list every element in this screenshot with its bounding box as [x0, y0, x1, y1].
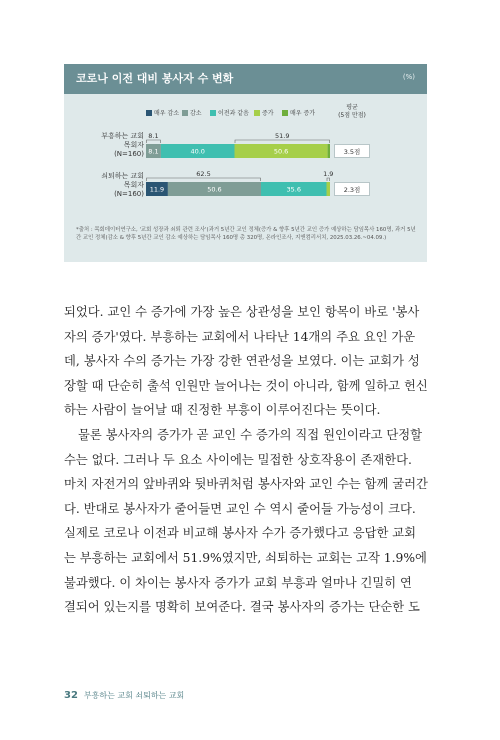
increase-total-label: 51.9 [275, 132, 290, 140]
row-label-line: 목회자 [123, 141, 144, 149]
bar-value-label: 50.6 [207, 185, 222, 194]
chart-unit: (%) [402, 73, 415, 81]
body-line: 데, 봉사자 수의 증가는 가장 강한 연관성을 보였다. 이는 교회가 성 [64, 354, 420, 369]
body-line: 물론 봉사자의 증가가 곧 교인 수 증가의 직접 원인이라고 단정할 [78, 427, 423, 442]
legend-label: 이전과 같음 [218, 110, 249, 117]
body-line: 마치 자전거의 앞바퀴와 뒷바퀴처럼 봉사자와 교인 수는 함께 굴러간 [64, 477, 428, 492]
body-line: 결되어 있는지를 명확히 보여준다. 결국 봉사자의 증가는 단순한 도 [64, 600, 420, 615]
legend-label: 매우 증가 [290, 110, 316, 117]
bar-segment [327, 182, 330, 196]
legend-label: 매우 감소 [154, 110, 180, 117]
chart-figure [64, 64, 427, 262]
body-line: 다. 반대로 봉사자가 줄어들면 교인 수 역시 줄어들 가능성이 크다. [64, 501, 416, 516]
bar-segment [328, 144, 330, 158]
bar-value-label: 35.6 [286, 185, 301, 194]
average-header: 평균 (5점 만점) [338, 104, 366, 119]
bar-value-label: 50.6 [273, 147, 289, 156]
decrease-bracket [147, 178, 261, 181]
body-text [64, 302, 432, 622]
body-line: 실제로 코로나 이전과 비교해 봉사자 수가 증가했다고 응답한 교회 [64, 526, 416, 541]
chart-source-note: *출처 : 목회데이터연구소, '교회 성장과 쇠퇴 관련 조사'(과거 5년간 교인 정체(증가 & 향후 5년간 교인 증가 예상하는 담임목사 160명, 과거 5년간 교인 정체(감소 & 향후 5년간 교인 감소 예상하는 담임목사 160명 총 320명, 온라인조사, 지앤컴리서치, 2025.03.26.~04.09.) [76, 227, 416, 241]
row-label-line: 목회자 [123, 181, 144, 189]
legend-label: 증가 [262, 110, 274, 117]
body-line: 는 부흥하는 교회에서 51.9%였지만, 쇠퇴하는 교회는 고작 1.9%에 [64, 550, 427, 565]
decrease-total-label: 8.1 [148, 132, 159, 140]
average-value-growing: 3.5점 [334, 144, 370, 158]
legend-label: 감소 [190, 110, 202, 117]
row-label-line: 쇠퇴하는 교회 [101, 172, 144, 180]
increase-bracket [327, 178, 329, 181]
decrease-bracket [147, 140, 161, 143]
body-line: 자의 증가'였다. 부흥하는 교회에서 나타난 14개의 주요 요인 가운 [64, 329, 416, 344]
page-number: 32 [64, 690, 78, 701]
average-value-declining: 2.3점 [334, 182, 370, 196]
bar-value-label: 8.1 [148, 147, 159, 156]
body-line: 수는 없다. 그러나 두 요소 사이에는 밀접한 상호작용이 존재한다. [64, 452, 412, 467]
decrease-total-label: 62.5 [196, 170, 211, 178]
increase-bracket [235, 140, 329, 143]
body-line: 장할 때 단순히 출석 인원만 늘어나는 것이 아니라, 함께 일하고 헌신 [64, 378, 428, 393]
bar-value-label: 11.9 [149, 185, 165, 194]
row-label-line: 부흥하는 교회 [101, 132, 144, 140]
chart-title: 코로나 이전 대비 봉사자 수 변화 [76, 72, 234, 85]
row-label-line: (N=160) [114, 150, 144, 158]
body-line: 불과했다. 이 차이는 봉사자 증가가 교회 부흥과 얼마나 긴밀히 연 [64, 575, 412, 590]
bar-value-label: 40.0 [190, 147, 205, 156]
page-footer [64, 690, 184, 701]
running-title: 부흥하는 교회 쇠퇴하는 교회 [83, 691, 185, 700]
row-label-line: (N=160) [114, 190, 144, 198]
increase-total-label: 1.9 [323, 170, 334, 178]
body-line: 하는 사람이 늘어날 때 진정한 부흥이 이루어진다는 뜻이다. [64, 403, 381, 418]
stacked-bar-chart [64, 64, 427, 224]
body-line: 되었다. 교인 수 증가에 가장 높은 상관성을 보인 항목이 바로 '봉사 [64, 305, 420, 319]
